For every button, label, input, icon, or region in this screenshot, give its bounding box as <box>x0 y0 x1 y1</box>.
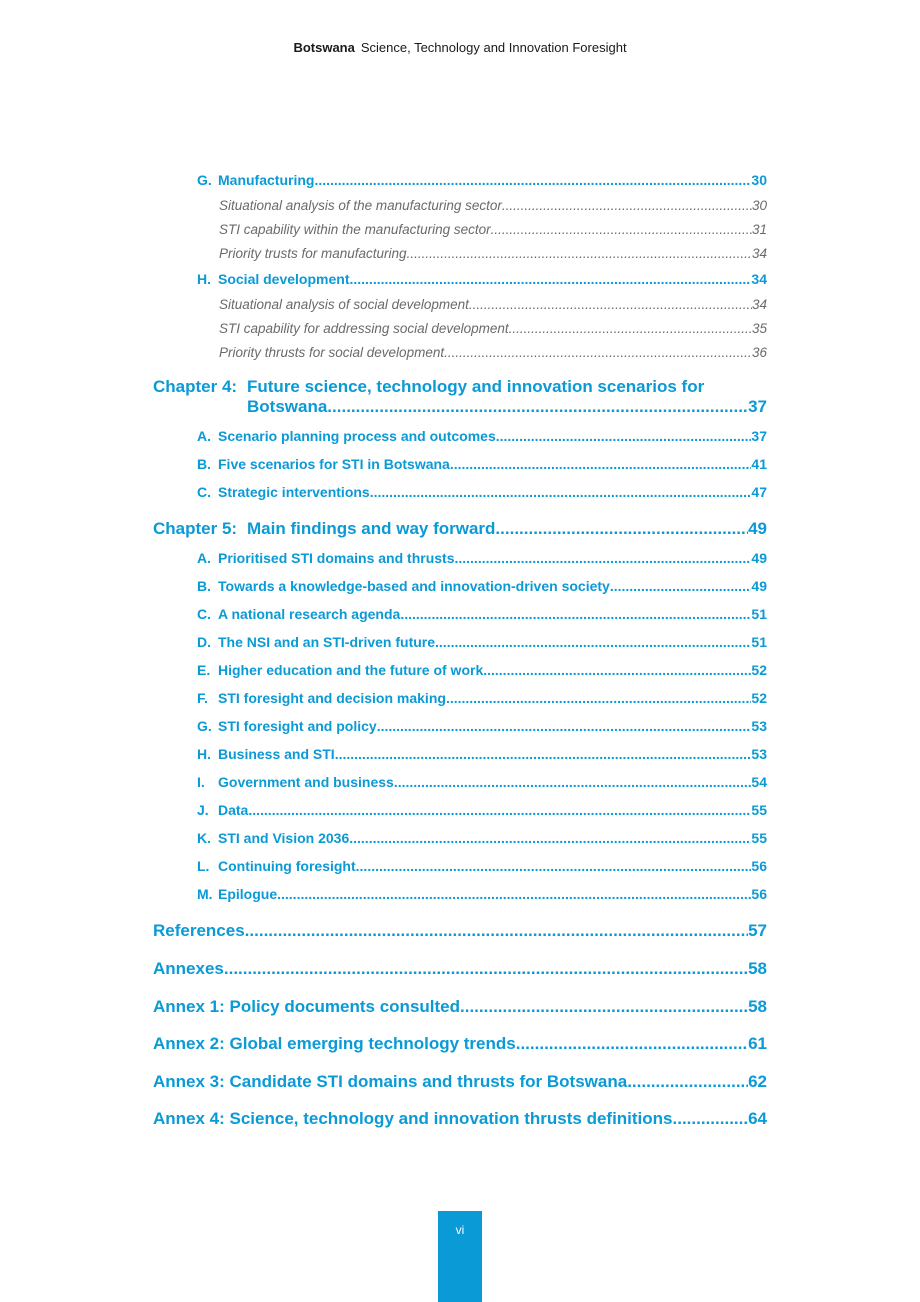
toc-entry-letter: I. <box>197 774 205 790</box>
dot-leader <box>502 198 752 213</box>
toc-entry[interactable] <box>197 428 767 448</box>
toc-entry-page: 62 <box>748 1072 767 1091</box>
toc-entry-page: 64 <box>748 1109 767 1128</box>
running-header <box>0 40 920 55</box>
dot-leader <box>327 397 748 417</box>
dot-leader <box>446 690 751 706</box>
toc-entry-letter: K. <box>197 830 211 846</box>
toc-entry-label: Annex 4: Science, technology and innovation thrusts definitions <box>153 1109 673 1128</box>
toc-subentry[interactable] <box>219 345 767 365</box>
toc-chapter-title-line1: Future science, technology and innovation scenarios for <box>247 377 705 396</box>
toc-entry-page: 34 <box>751 271 767 287</box>
header-country: Botswana <box>293 40 355 55</box>
toc-entry-label: Annex 1: Policy documents consulted <box>153 997 461 1016</box>
toc-entry[interactable] <box>197 746 767 766</box>
toc-entry-label: A national research agenda <box>218 606 401 622</box>
dot-leader <box>450 456 752 472</box>
toc-annex-1[interactable] <box>153 997 767 1021</box>
toc-entry[interactable] <box>197 886 767 906</box>
toc-entry[interactable] <box>197 774 767 794</box>
dot-leader <box>516 1034 748 1054</box>
toc-subentry[interactable] <box>219 222 767 242</box>
toc-entry[interactable] <box>197 690 767 710</box>
header-title: Science, Technology and Innovation Foresight <box>360 40 627 55</box>
toc-chapter-prefix: Chapter 4: <box>153 377 238 396</box>
toc-entry-label: Government and business <box>218 774 394 790</box>
page-number-tab <box>438 1211 482 1302</box>
toc-entry-letter: J. <box>197 802 209 818</box>
toc-entry-label: Scenario planning process and outcomes <box>218 428 496 444</box>
dot-leader <box>610 578 752 594</box>
toc-entry-letter: L. <box>197 858 210 874</box>
toc-annex-3[interactable] <box>153 1072 767 1096</box>
toc-entry-letter: G. <box>197 172 212 188</box>
toc-entry-page: 51 <box>751 634 767 650</box>
toc-entry-page: 53 <box>751 718 767 734</box>
toc-entry-label: Five scenarios for STI in Botswana <box>218 456 450 472</box>
toc-subentry-page: 34 <box>751 246 767 261</box>
toc-subentry-page: 34 <box>751 297 767 312</box>
dot-leader <box>314 172 751 188</box>
toc-entry-label: Epilogue <box>218 886 278 902</box>
toc-entry-label: STI foresight and policy <box>218 718 377 734</box>
toc-subentry-page: 36 <box>751 345 767 360</box>
toc-entry-label: Prioritised STI domains and thrusts <box>218 550 455 566</box>
toc-subentry-page: 30 <box>751 198 767 213</box>
toc-subentry-label: Priority thrusts for social development <box>219 345 445 360</box>
toc-subentry[interactable] <box>219 246 767 266</box>
toc-chapter-page: 37 <box>748 397 767 416</box>
toc-chapter-5-heading[interactable] <box>153 519 767 543</box>
toc-entry-page: 53 <box>751 746 767 762</box>
toc-entry-page: 55 <box>751 802 767 818</box>
toc-entry-label: Annex 3: Candidate STI domains and thrusts for Botswana <box>153 1072 628 1091</box>
toc-entry-label: The NSI and an STI-driven future <box>218 634 436 650</box>
toc-entry-label: References <box>153 921 245 940</box>
toc-entry-page: 58 <box>748 997 767 1016</box>
toc-entry-label: Social development <box>218 271 350 287</box>
toc-entry-page: 56 <box>751 886 767 902</box>
toc-entry-label: Towards a knowledge-based and innovation-driven society <box>218 578 610 594</box>
toc-annex-2[interactable] <box>153 1034 767 1058</box>
toc-entry-letter: H. <box>197 746 211 762</box>
toc-entry-page: 49 <box>751 550 767 566</box>
toc-subentry-page: 35 <box>751 321 767 336</box>
toc-entry-page: 61 <box>748 1034 767 1053</box>
toc-subentry[interactable] <box>219 198 767 218</box>
toc-entry-letter: A. <box>197 428 211 444</box>
toc-subentry-label: STI capability within the manufacturing sector <box>219 222 491 237</box>
toc-chapter-page: 49 <box>748 519 767 538</box>
toc-entry-letter: B. <box>197 456 211 472</box>
dot-leader <box>491 222 752 237</box>
dot-leader <box>673 1109 749 1129</box>
toc-entry-page: 41 <box>751 456 767 472</box>
toc-entry-letter: G. <box>197 718 212 734</box>
toc-subentry[interactable] <box>219 321 767 341</box>
toc-entry-letter: A. <box>197 550 211 566</box>
dot-leader <box>444 345 752 360</box>
dot-leader <box>460 997 748 1017</box>
toc-entry-label: Annexes <box>153 959 224 978</box>
toc-chapter-title: Main findings and way forward <box>247 519 496 538</box>
toc-entry[interactable] <box>197 830 767 850</box>
toc-entry[interactable] <box>197 484 767 504</box>
toc-annexes[interactable] <box>153 959 767 983</box>
toc-annex-4[interactable] <box>153 1109 767 1133</box>
toc-entry-page: 56 <box>751 858 767 874</box>
toc-entry-page: 58 <box>748 959 767 978</box>
toc-entry[interactable] <box>197 662 767 682</box>
dot-leader <box>349 271 751 287</box>
toc-entry[interactable] <box>197 634 767 654</box>
toc-entry-label: Strategic interventions <box>218 484 370 500</box>
toc-subentry[interactable] <box>219 297 767 317</box>
dot-leader <box>377 718 752 734</box>
page-number: vi <box>455 1223 465 1237</box>
toc-entry-label: STI foresight and decision making <box>218 690 446 706</box>
dot-leader <box>407 246 752 261</box>
toc-entry-letter: C. <box>197 606 211 622</box>
toc-entry-letter: M. <box>197 886 213 902</box>
dot-leader <box>370 484 752 500</box>
toc-entry-page: 47 <box>751 484 767 500</box>
toc-entry-label: Data <box>218 802 249 818</box>
toc-subentry-label: Priority trusts for manufacturing <box>219 246 407 261</box>
toc-entry-page: 37 <box>751 428 767 444</box>
toc-entry-label: Higher education and the future of work <box>218 662 484 678</box>
dot-leader <box>245 921 748 941</box>
toc-entry-page: 52 <box>751 690 767 706</box>
toc-entry[interactable] <box>197 718 767 738</box>
toc-entry[interactable] <box>197 802 767 822</box>
dot-leader <box>509 321 752 336</box>
toc-entry-letter: H. <box>197 271 211 287</box>
toc-entry[interactable] <box>197 456 767 476</box>
toc-entry-label: STI and Vision 2036 <box>218 830 350 846</box>
toc-subentry-page: 31 <box>751 222 767 237</box>
dot-leader <box>277 886 751 902</box>
toc-entry-page: 52 <box>751 662 767 678</box>
toc-subentry-label: STI capability for addressing social development <box>219 321 509 336</box>
dot-leader <box>400 606 751 622</box>
dot-leader <box>394 774 752 790</box>
toc-entry-manufacturing[interactable] <box>197 172 767 192</box>
toc-entry[interactable] <box>197 606 767 626</box>
toc-entry-page: 57 <box>748 921 767 940</box>
toc-entry-letter: F. <box>197 690 208 706</box>
toc-subentry-label: Situational analysis of the manufacturing sector <box>219 198 502 213</box>
toc-chapter-4-heading[interactable] <box>153 377 704 397</box>
dot-leader <box>469 297 752 312</box>
toc-entry-letter: C. <box>197 484 211 500</box>
toc-entry-page: 54 <box>751 774 767 790</box>
toc-entry[interactable] <box>197 550 767 570</box>
toc-entry[interactable] <box>197 858 767 878</box>
dot-leader <box>483 662 751 678</box>
dot-leader <box>335 746 752 762</box>
toc-subentry-label: Situational analysis of social development <box>219 297 469 312</box>
dot-leader <box>627 1072 748 1092</box>
dot-leader <box>495 519 748 539</box>
toc-entry-label: Annex 2: Global emerging technology trends <box>153 1034 516 1053</box>
dot-leader <box>349 830 751 846</box>
toc-entry-page: 51 <box>751 606 767 622</box>
dot-leader <box>454 550 751 566</box>
toc-entry-page: 55 <box>751 830 767 846</box>
toc-entry-page: 49 <box>751 578 767 594</box>
toc-entry[interactable] <box>197 578 767 598</box>
toc-chapter-4-line2[interactable] <box>247 397 767 421</box>
dot-leader <box>224 959 748 979</box>
toc-entry-letter: B. <box>197 578 211 594</box>
toc-entry-label: Continuing foresight <box>218 858 356 874</box>
dot-leader <box>496 428 752 444</box>
toc-entry-letter: E. <box>197 662 211 678</box>
toc-entry-page: 30 <box>751 172 767 188</box>
toc-chapter-prefix: Chapter 5: <box>153 519 238 538</box>
dot-leader <box>435 634 751 650</box>
toc-chapter-title-line2: Botswana <box>247 397 328 416</box>
toc-entry-label: Business and STI <box>218 746 335 762</box>
toc-entry-label: Manufacturing <box>218 172 315 188</box>
toc-entry-social-development[interactable] <box>197 271 767 291</box>
toc-entry-letter: D. <box>197 634 211 650</box>
dot-leader <box>356 858 752 874</box>
dot-leader <box>248 802 751 818</box>
toc-references[interactable] <box>153 921 767 945</box>
